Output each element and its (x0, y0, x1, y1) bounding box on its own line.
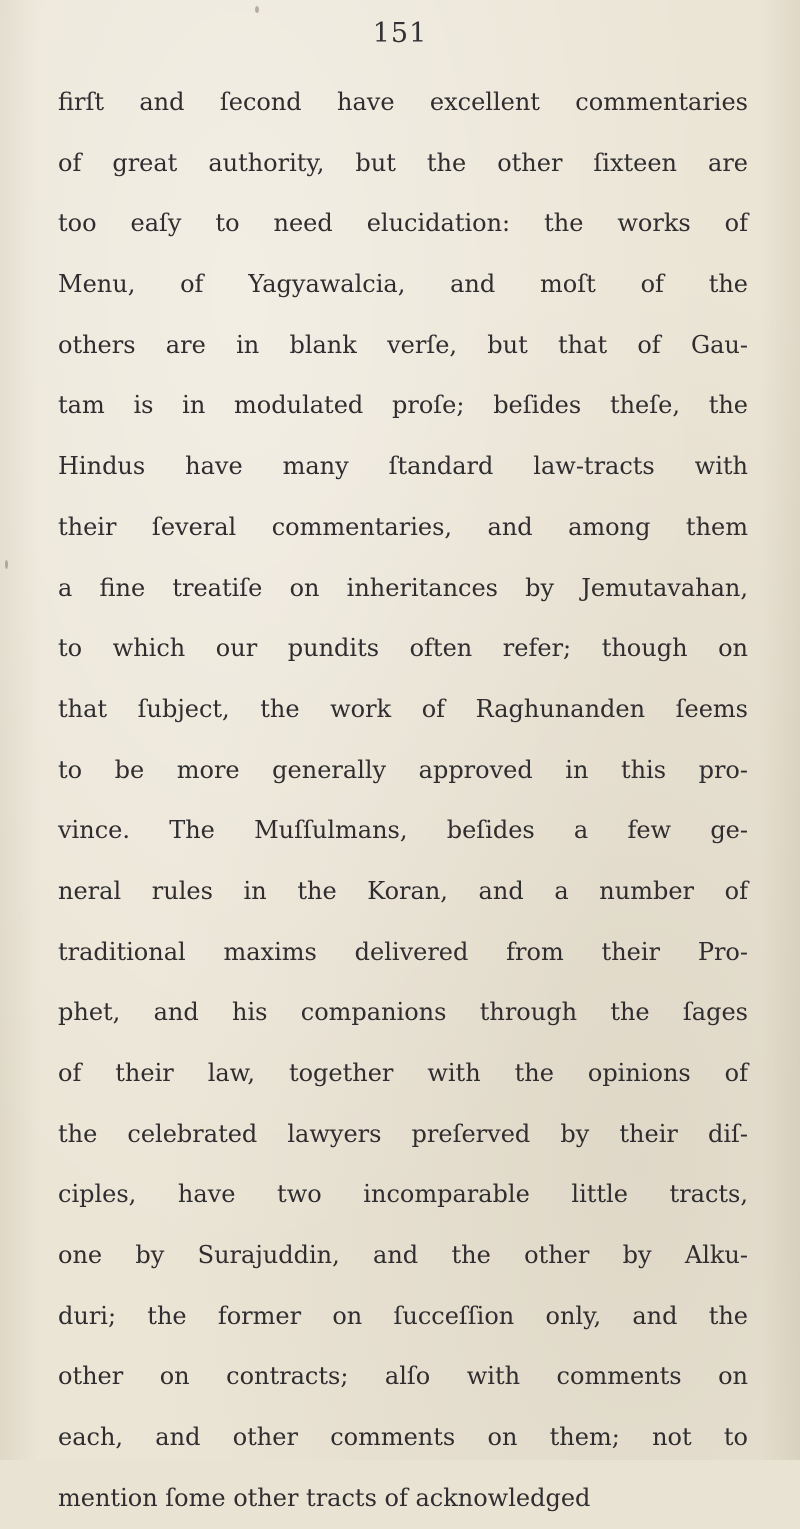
text-line: firſt and ſecond have excellent commentaries (58, 88, 748, 116)
text-line: vince. The Muſſulmans, beſides a few ge- (58, 816, 748, 845)
text-line: that ſubject, the work of Raghunanden ſeems (58, 694, 748, 723)
text-line: to be more generally approved in this pro- (58, 755, 748, 784)
paper-speck (140, 710, 143, 713)
paper-speck (255, 6, 259, 13)
text-line: phet, and his companions through the ſages (58, 998, 748, 1027)
paper-speck (5, 560, 8, 569)
text-line: Hindus have many ſtandard law-tracts with (58, 452, 748, 481)
text-line: of great authority, but the other ſixteen are (58, 148, 748, 177)
page-number: 151 (372, 18, 428, 49)
text-line: ciples, have two incomparable little tracts, (58, 1180, 748, 1209)
text-line: tam is in modulated proſe; beſides theſe, the (58, 391, 748, 420)
text-line: other on contracts; alſo with comments on (58, 1362, 748, 1391)
text-line: traditional maxims delivered from their Pro- (58, 937, 748, 966)
text-line: neral rules in the Koran, and a number of (58, 876, 748, 905)
text-line: Menu, of Yagyawalcia, and moſt of the (58, 270, 748, 299)
text-line: of their law, together with the opinions of (58, 1059, 748, 1087)
body-text (58, 72, 748, 1529)
text-line: each, and other comments on them; not to (58, 1423, 748, 1452)
text-line: to which our pundits often refer; though on (58, 634, 748, 663)
text-line: duri; the former on ſucceſſion only, and the (58, 1301, 748, 1330)
text-line: one by Surajuddin, and the other by Alku- (58, 1241, 748, 1270)
text-line: mention ſome other tracts of acknowledged (58, 1483, 591, 1512)
text-line: their ſeveral commentaries, and among them (58, 512, 748, 541)
text-line: too eaſy to need elucidation: the works of (58, 209, 748, 238)
text-line: others are in blank verſe, but that of Gau- (58, 330, 748, 359)
text-line: the celebrated lawyers preſerved by their diſ- (58, 1119, 748, 1148)
text-line: a fine treatiſe on inheritances by Jemutavahan, (58, 573, 748, 602)
